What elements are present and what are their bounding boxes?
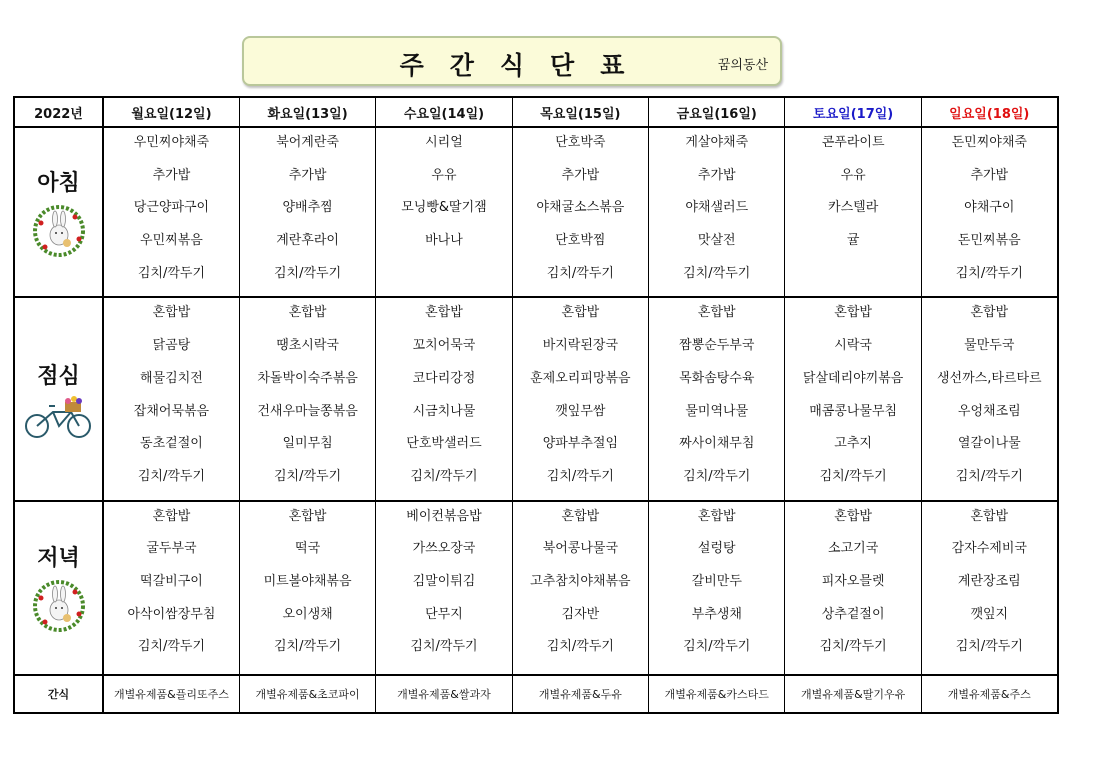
menu-cell	[921, 127, 1057, 297]
menu-cell	[376, 297, 512, 500]
menu-item: 혼합밥	[697, 305, 736, 321]
menu-item: 혼합밥	[697, 508, 736, 524]
menu-cell	[103, 297, 239, 500]
menu-item: 추가밥	[288, 167, 327, 183]
menu-item: 돈민찌야채죽	[951, 135, 1027, 150]
menu-item: 김치/깍두기	[137, 468, 206, 484]
menu-cell	[376, 127, 512, 297]
menu-item: 물미역나물	[685, 403, 749, 419]
menu-item: 우민찌야채죽	[133, 135, 210, 150]
menu-item: 김치/깍두기	[410, 468, 478, 484]
menu-item: 단무지	[425, 606, 463, 622]
menu-item	[376, 264, 511, 297]
menu-item: 혼합밥	[425, 305, 463, 321]
menu-cell	[649, 501, 785, 675]
menu-cell	[512, 127, 648, 297]
day-header-wed: 수요일(14일)	[376, 97, 512, 127]
menu-item: 김치/깍두기	[546, 639, 614, 655]
page-subtitle: 꿈의동산	[717, 58, 768, 73]
menu-item: 계란장조림	[957, 573, 1021, 589]
page-title: 주간식단표	[399, 51, 651, 80]
menu-item: 우유	[840, 167, 866, 183]
menu-item: 깻잎무쌈	[555, 403, 606, 419]
menu-item: 미트볼야채볶음	[263, 573, 352, 589]
menu-item: 목화솜탕수육	[679, 370, 755, 386]
menu-item: 생선까스,타르타르	[936, 370, 1042, 386]
menu-cell	[376, 501, 512, 675]
menu-item: 매콤콩나물무침	[809, 403, 898, 419]
menu-item: 시락국	[834, 338, 872, 354]
menu-item: 김치/깍두기	[274, 639, 342, 655]
menu-item: 부추생채	[691, 606, 742, 622]
menu-item: 양파부추절임	[542, 436, 619, 452]
menu-item: 혼합밥	[561, 305, 600, 321]
menu-item: 일미무침	[282, 436, 333, 452]
menu-item: 추가밥	[561, 167, 600, 183]
menu-item	[785, 264, 920, 297]
menu-item: 혼합밥	[288, 508, 327, 524]
menu-item: 설렁탕	[697, 541, 736, 557]
menu-cell	[103, 127, 239, 297]
menu-item: 추가밥	[152, 167, 191, 183]
menu-item: 차돌박이숙주볶음	[257, 370, 358, 386]
menu-cell	[921, 297, 1057, 500]
table-header-row	[14, 97, 1058, 127]
menu-item: 아삭이쌈장무침	[127, 606, 216, 622]
menu-item: 동초겉절이	[140, 436, 203, 452]
menu-item: 당근양파구이	[133, 200, 210, 216]
menu-item: 단호박찜	[555, 233, 606, 249]
menu-item: 혼합밥	[152, 508, 191, 524]
weekly-menu-table	[13, 96, 1059, 714]
menu-cell	[921, 501, 1057, 675]
menu-item: 추가밥	[697, 167, 736, 183]
menu-item: 북어콩나물국	[542, 541, 619, 557]
menu-item: 혼합밥	[834, 508, 872, 524]
menu-item: 우유	[431, 167, 457, 183]
menu-item: 김치/깍두기	[955, 265, 1023, 281]
snack-cell-thu: 개별유제품&두유	[512, 675, 648, 713]
menu-item: 바나나	[425, 233, 463, 249]
menu-item: 굴두부국	[146, 541, 197, 557]
menu-item: 야채샐러드	[685, 200, 749, 216]
bicycle-flowers-icon	[23, 396, 95, 440]
menu-item: 카스텔라	[828, 200, 879, 216]
meal-label-cell	[14, 127, 103, 297]
menu-item: 김치/깍두기	[137, 639, 206, 655]
year-header: 2022년	[14, 97, 103, 127]
snack-cell-mon: 개별유제품&플리또주스	[103, 675, 239, 713]
menu-item: 게살야채죽	[685, 135, 749, 150]
menu-cell	[239, 501, 375, 675]
menu-item: 바지락된장국	[542, 338, 619, 354]
menu-item: 김자반	[561, 606, 600, 622]
meal-label-cell	[14, 297, 103, 500]
menu-item: 김치/깍두기	[546, 265, 614, 281]
menu-cell	[785, 501, 921, 675]
menu-item: 감자수제비국	[951, 541, 1027, 557]
menu-item: 김치/깍두기	[546, 468, 614, 484]
menu-item: 맛살전	[697, 233, 736, 249]
menu-item: 오이생채	[282, 606, 333, 622]
menu-item: 혼합밥	[970, 508, 1009, 524]
menu-item: 잡채어묵볶음	[133, 403, 210, 419]
menu-item: 꼬치어묵국	[412, 338, 476, 354]
menu-cell	[649, 127, 785, 297]
menu-item: 돈민찌볶음	[957, 233, 1021, 249]
menu-item: 물만두국	[964, 338, 1015, 354]
menu-cell	[239, 127, 375, 297]
menu-item: 떡국	[295, 541, 321, 557]
menu-item: 김치/깍두기	[683, 468, 751, 484]
menu-cell	[649, 297, 785, 500]
menu-item: 콘푸라이트	[821, 135, 885, 150]
menu-item: 김치/깍두기	[819, 468, 887, 484]
menu-item: 건새우마늘쫑볶음	[257, 403, 358, 419]
menu-item: 가쓰오장국	[412, 541, 476, 557]
menu-item: 김치/깍두기	[683, 265, 751, 281]
menu-item: 김치/깍두기	[137, 265, 206, 281]
menu-item: 양배추찜	[282, 200, 333, 216]
menu-item: 상추겉절이	[821, 606, 885, 622]
snack-cell-tue: 개별유제품&초코파이	[239, 675, 375, 713]
snack-label: 간식	[14, 675, 103, 713]
meal-label-cell	[14, 501, 103, 675]
meal-row-breakfast	[14, 127, 1058, 297]
menu-item: 베이컨볶음밥	[406, 508, 482, 524]
menu-item: 김치/깍두기	[819, 639, 887, 655]
menu-item: 훈제오리피망볶음	[530, 370, 631, 386]
menu-item: 짜사이채무침	[679, 436, 755, 452]
meal-label-breakfast: 아침	[37, 170, 80, 196]
menu-item: 피자오믈렛	[821, 573, 885, 589]
menu-item: 소고기국	[828, 541, 879, 557]
menu-item: 추가밥	[970, 167, 1009, 183]
snack-cell-fri: 개별유제품&카스타드	[649, 675, 785, 713]
menu-cell	[103, 501, 239, 675]
menu-item: 땡초시락국	[276, 338, 339, 354]
menu-item: 해물김치전	[140, 370, 203, 386]
menu-item: 혼합밥	[561, 508, 600, 524]
snack-cell-sun: 개별유제품&주스	[921, 675, 1057, 713]
menu-item: 떡갈비구이	[140, 573, 203, 589]
menu-cell	[785, 127, 921, 297]
day-header-sat: 토요일(17일)	[785, 97, 921, 127]
menu-item: 코다리강정	[412, 370, 476, 386]
menu-item: 갈비만두	[691, 573, 742, 589]
menu-cell	[239, 297, 375, 500]
menu-item: 야채구이	[964, 200, 1015, 216]
menu-cell	[512, 501, 648, 675]
menu-cell	[785, 297, 921, 500]
menu-item: 김치/깍두기	[274, 265, 342, 281]
menu-item: 시리얼	[425, 135, 463, 150]
snack-cell-sat: 개별유제품&딸기우유	[785, 675, 921, 713]
menu-item: 열갈이나물	[957, 436, 1021, 452]
snack-cell-wed: 개별유제품&쌀과자	[376, 675, 512, 713]
bunny-wreath-icon	[31, 203, 87, 259]
day-header-thu: 목요일(15일)	[512, 97, 648, 127]
menu-item: 김치/깍두기	[410, 639, 478, 655]
menu-item: 혼합밥	[970, 305, 1009, 321]
day-header-mon: 월요일(12일)	[103, 97, 239, 127]
menu-item: 야채굴소스볶음	[536, 200, 625, 216]
meal-row-dinner	[14, 501, 1058, 675]
menu-item: 혼합밥	[288, 305, 327, 321]
meal-row-lunch	[14, 297, 1058, 500]
menu-item: 닭곰탕	[152, 338, 191, 354]
menu-item: 김치/깍두기	[955, 468, 1023, 484]
meal-label-dinner: 저녁	[37, 546, 80, 572]
menu-item: 김말이튀김	[412, 573, 476, 589]
day-header-fri: 금요일(16일)	[649, 97, 785, 127]
meal-row-snack	[14, 675, 1058, 713]
menu-cell	[512, 297, 648, 500]
title-banner	[242, 36, 782, 86]
menu-item: 닭살데리야끼볶음	[802, 370, 904, 386]
meal-label-lunch: 점심	[37, 363, 80, 389]
menu-item: 단호박죽	[555, 135, 606, 150]
menu-item: 혼합밥	[152, 305, 191, 321]
menu-item: 모닝빵&딸기잼	[401, 200, 487, 216]
menu-item: 깻잎지	[970, 606, 1009, 622]
day-header-sun: 일요일(18일)	[921, 97, 1057, 127]
menu-item: 북어계란죽	[276, 135, 339, 150]
day-header-tue: 화요일(13일)	[239, 97, 375, 127]
menu-item: 우민찌볶음	[140, 233, 203, 249]
menu-item: 귤	[846, 233, 860, 249]
menu-item: 우엉채조림	[957, 403, 1021, 419]
menu-item: 짬뽕순두부국	[679, 338, 755, 354]
menu-item: 시금치나물	[412, 403, 476, 419]
bunny-wreath-icon	[31, 578, 87, 634]
menu-item: 김치/깍두기	[274, 468, 342, 484]
menu-item: 김치/깍두기	[683, 639, 751, 655]
menu-item: 단호박샐러드	[406, 436, 482, 452]
menu-item: 김치/깍두기	[955, 639, 1023, 655]
menu-item: 고추참치야채볶음	[530, 573, 631, 589]
menu-item: 혼합밥	[834, 305, 872, 321]
menu-item: 고추지	[834, 436, 872, 452]
menu-item: 계란후라이	[276, 233, 339, 249]
